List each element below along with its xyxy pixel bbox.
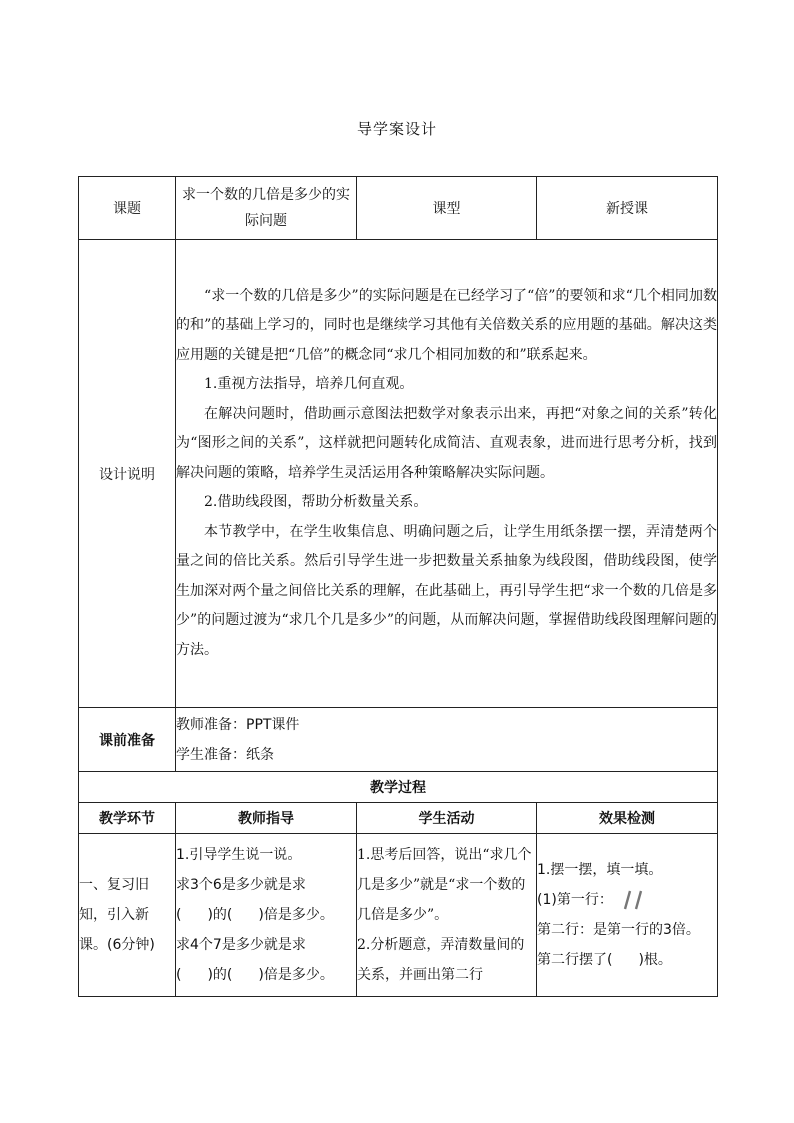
blank-end: )倍是多少。	[258, 967, 334, 983]
blank-end: )倍是多少。	[258, 907, 334, 923]
teacher-guidance-cell	[176, 834, 357, 997]
design-label: 设计说明	[79, 240, 176, 708]
process-header-row	[79, 803, 718, 834]
header-row	[79, 177, 718, 240]
design-paragraph: 本节教学中，在学生收集信息、明确问题之后，让学生用纸条摆一摆，弄清楚两个量之间的倍比关系。然后引导学生进一步把数量关系抽象为线段图，借助线段图，使学生加深对两个量之间倍比关系的理解，在此基础上，再引导学生把“求一个数的几倍是多少”的问题过渡为“求几个几是多少”的问题，从而解决问题，掌握借助线段图理解问题的方法。	[176, 523, 717, 658]
prep-row	[79, 708, 718, 772]
teacher-line: 1.引导学生说一说。	[176, 847, 302, 863]
teacher-line: 求4个7是多少就是求	[176, 937, 306, 953]
teacher-line: 求3个6是多少就是求	[176, 877, 306, 893]
step-cell: 一、复习旧知，引入新课。(6分钟)	[79, 834, 176, 997]
paren-open: (	[176, 907, 182, 923]
prep-label: 课前准备	[79, 708, 176, 772]
column-header: 学生活动	[357, 803, 537, 834]
design-paragraph: 在解决问题时，借助画示意图法把数学对象表示出来，再把“对象之间的关系”转化为“图形之间的关系”，这样就把问题转化成简洁、直观表象，进而进行思考分析，找到解决问题的策略，培养学生灵活运用各种策略解决实际问题。	[176, 405, 717, 481]
teacher-line	[176, 900, 356, 930]
document-title: 导学案设计	[356, 120, 437, 138]
design-paragraph: “求一个数的几倍是多少”的实际问题是在已经学习了“倍”的要领和求“几个相同加数的和”的基础上学习的，同时也是继续学习其他有关倍数关系的应用题的基础。解决这类应用题的关键是把“几倍”的概念同“求几个相同加数的和”联系起来。	[176, 287, 717, 363]
column-header: 教师指导	[176, 803, 357, 834]
table-row	[79, 834, 718, 997]
effect-check-cell	[537, 834, 718, 997]
check-line: (1)第一行：	[537, 885, 717, 915]
column-header: 效果检测	[537, 803, 718, 834]
blank-mid: )的(	[207, 967, 233, 983]
prep-content	[176, 708, 718, 772]
student-prep: 学生准备：纸条	[176, 746, 274, 763]
student-activity: 1.思考后回答，说出“求几个几是多少”就是“求一个数的几倍是多少”。	[357, 847, 532, 923]
design-row	[79, 240, 718, 708]
teacher-prep: 教师准备：PPT课件	[176, 716, 300, 733]
student-activity-cell	[357, 834, 537, 997]
design-paragraph: 2.借助线段图，帮助分析数量关系。	[204, 494, 428, 511]
type-label: 课型	[357, 177, 537, 240]
check-line: 第二行：是第一行的3倍。	[537, 922, 700, 938]
topic-value: 求一个数的几倍是多少的实际问题	[176, 177, 357, 240]
topic-label: 课题	[79, 177, 176, 240]
process-title: 教学过程	[79, 772, 718, 803]
blank-mid: )的(	[207, 907, 233, 923]
check-line: 1.摆一摆，填一填。	[537, 862, 663, 878]
check-line: 第二行摆了( )根。	[537, 952, 672, 968]
type-value: 新授课	[537, 177, 718, 240]
lesson-plan-table	[78, 176, 718, 997]
paren-open: (	[176, 967, 182, 983]
column-header: 教学环节	[79, 803, 176, 834]
design-description	[176, 240, 718, 708]
student-activity: 2.分析题意，弄清数量间的关系，并画出第二行	[357, 937, 525, 983]
sticks-icon	[617, 889, 651, 911]
design-paragraph: 1.重视方法指导，培养几何直观。	[204, 376, 414, 393]
process-title-row	[79, 772, 718, 803]
teacher-line	[176, 960, 356, 990]
